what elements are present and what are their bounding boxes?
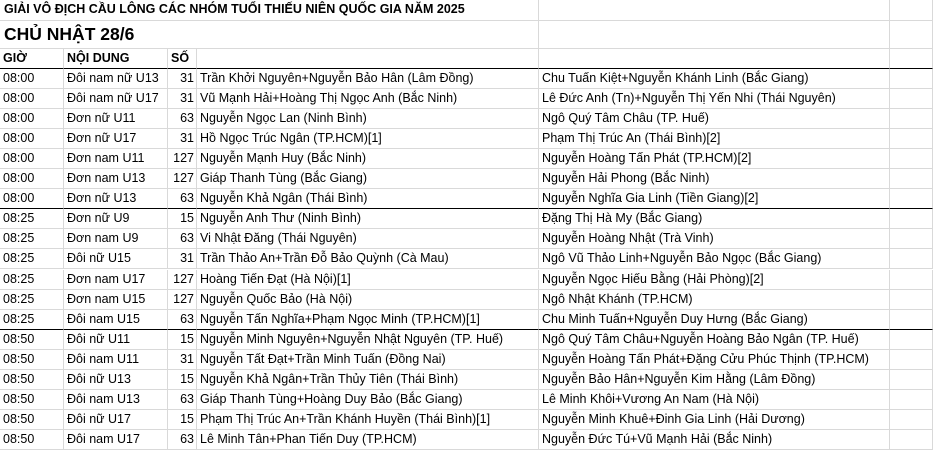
match-number[interactable]: 31 <box>168 249 197 269</box>
empty-cell[interactable] <box>890 109 933 129</box>
match-time[interactable]: 08:50 <box>0 390 64 410</box>
match-time[interactable]: 08:00 <box>0 89 64 109</box>
header-time[interactable]: GIỜ <box>0 49 64 69</box>
match-side-b[interactable]: Phạm Thị Trúc An (Thái Bình)[2] <box>539 129 890 149</box>
table-row <box>0 370 933 390</box>
match-time[interactable]: 08:00 <box>0 129 64 149</box>
match-number[interactable]: 63 <box>168 310 197 330</box>
match-event[interactable]: Đơn nữ U13 <box>64 189 168 209</box>
match-time[interactable]: 08:50 <box>0 410 64 430</box>
match-time[interactable]: 08:25 <box>0 229 64 249</box>
match-event[interactable]: Đơn nam U15 <box>64 290 168 310</box>
table-row <box>0 350 933 370</box>
empty-cell[interactable] <box>890 169 933 189</box>
table-row <box>0 330 933 350</box>
title-row <box>0 0 933 21</box>
match-side-b[interactable]: Nguyễn Hoàng Tấn Phát+Đặng Cửu Phúc Thịnh (TP.HCM) <box>539 350 890 370</box>
table-row <box>0 410 933 430</box>
match-time[interactable]: 08:00 <box>0 149 64 169</box>
match-side-b[interactable]: Nguyễn Minh Khuê+Đinh Gia Linh (Hải Dương) <box>539 410 890 430</box>
match-event[interactable]: Đôi nữ U15 <box>64 249 168 269</box>
match-event[interactable]: Đôi nam U17 <box>64 430 168 450</box>
header-number[interactable]: SỐ <box>168 49 197 69</box>
empty-cell[interactable] <box>890 270 933 290</box>
match-side-a[interactable]: Nguyễn Anh Thư (Ninh Bình) <box>197 209 539 229</box>
match-event[interactable]: Đơn nam U11 <box>64 149 168 169</box>
match-number[interactable]: 63 <box>168 229 197 249</box>
match-number[interactable]: 31 <box>168 350 197 370</box>
match-side-a[interactable]: Lê Minh Tân+Phan Tiến Duy (TP.HCM) <box>197 430 539 450</box>
match-side-a[interactable]: Nguyễn Khả Ngân (Thái Bình) <box>197 189 539 209</box>
match-side-b[interactable]: Nguyễn Nghĩa Gia Linh (Tiền Giang)[2] <box>539 189 890 209</box>
match-number[interactable]: 15 <box>168 330 197 350</box>
empty-cell[interactable] <box>890 209 933 229</box>
match-side-b[interactable]: Nguyễn Hải Phong (Bắc Ninh) <box>539 169 890 189</box>
table-row <box>0 390 933 410</box>
empty-cell[interactable] <box>890 290 933 310</box>
table-row <box>0 310 933 330</box>
match-side-b[interactable]: Nguyễn Ngọc Hiếu Bằng (Hải Phòng)[2] <box>539 270 890 290</box>
table-row <box>0 249 933 269</box>
header-row <box>0 49 933 69</box>
match-number[interactable]: 127 <box>168 290 197 310</box>
match-side-b[interactable]: Ngô Quý Tâm Châu (TP. Huế) <box>539 109 890 129</box>
empty-cell[interactable] <box>539 21 890 49</box>
match-side-a[interactable]: Hồ Ngọc Trúc Ngân (TP.HCM)[1] <box>197 129 539 149</box>
match-number[interactable]: 31 <box>168 129 197 149</box>
match-time[interactable]: 08:50 <box>0 330 64 350</box>
match-event[interactable]: Đôi nữ U11 <box>64 330 168 350</box>
match-event[interactable]: Đơn nữ U11 <box>64 109 168 129</box>
schedule-title[interactable]: GIẢI VÔ ĐỊCH CẦU LÔNG CÁC NHÓM TUỔI THIẾU NIÊN QUỐC GIA NĂM 2025 <box>0 0 539 21</box>
match-side-b[interactable]: Nguyễn Hoàng Nhật (Trà Vinh) <box>539 229 890 249</box>
match-event[interactable]: Đơn nữ U9 <box>64 209 168 229</box>
match-time[interactable]: 08:25 <box>0 310 64 330</box>
match-number[interactable]: 15 <box>168 410 197 430</box>
match-side-a[interactable]: Giáp Thanh Tùng+Hoàng Duy Bảo (Bắc Giang) <box>197 390 539 410</box>
table-row <box>0 149 933 169</box>
match-time[interactable]: 08:25 <box>0 270 64 290</box>
match-number[interactable]: 31 <box>168 69 197 89</box>
empty-cell[interactable] <box>890 370 933 390</box>
match-side-a[interactable]: Trần Khởi Nguyên+Nguyễn Bảo Hân (Lâm Đồng) <box>197 69 539 89</box>
empty-cell[interactable] <box>890 21 933 49</box>
empty-cell[interactable] <box>890 129 933 149</box>
empty-cell[interactable] <box>890 0 933 21</box>
empty-cell[interactable] <box>890 229 933 249</box>
schedule-date[interactable]: CHỦ NHẬT 28/6 <box>0 21 539 49</box>
match-time[interactable]: 08:00 <box>0 109 64 129</box>
match-time[interactable]: 08:25 <box>0 209 64 229</box>
match-time[interactable]: 08:25 <box>0 290 64 310</box>
match-side-b[interactable]: Ngô Nhật Khánh (TP.HCM) <box>539 290 890 310</box>
match-time[interactable]: 08:00 <box>0 169 64 189</box>
match-side-a[interactable]: Vi Nhật Đăng (Thái Nguyên) <box>197 229 539 249</box>
header-empty[interactable] <box>890 49 933 69</box>
empty-cell[interactable] <box>890 189 933 209</box>
empty-cell[interactable] <box>890 310 933 330</box>
table-row <box>0 430 933 450</box>
match-time[interactable]: 08:50 <box>0 430 64 450</box>
match-event[interactable]: Đôi nữ U17 <box>64 410 168 430</box>
match-number[interactable]: 127 <box>168 270 197 290</box>
table-row <box>0 209 933 229</box>
match-side-a[interactable]: Nguyễn Khả Ngân+Trần Thủy Tiên (Thái Bình) <box>197 370 539 390</box>
match-side-b[interactable]: Nguyễn Bảo Hân+Nguyễn Kim Hằng (Lâm Đồng) <box>539 370 890 390</box>
subtitle-row <box>0 21 933 49</box>
match-time[interactable]: 08:25 <box>0 249 64 269</box>
table-row <box>0 290 933 310</box>
table-row <box>0 189 933 209</box>
table-row <box>0 69 933 89</box>
match-side-b[interactable]: Ngô Vũ Thảo Linh+Nguyễn Bảo Ngọc (Bắc Giang) <box>539 249 890 269</box>
match-event[interactable]: Đơn nữ U17 <box>64 129 168 149</box>
match-side-b[interactable]: Lê Minh Khôi+Vương An Nam (Hà Nội) <box>539 390 890 410</box>
match-side-b[interactable]: Đặng Thị Hà My (Bắc Giang) <box>539 209 890 229</box>
match-event[interactable]: Đôi nam U11 <box>64 350 168 370</box>
table-row <box>0 89 933 109</box>
match-side-b[interactable]: Chu Tuấn Kiệt+Nguyễn Khánh Linh (Bắc Giang) <box>539 69 890 89</box>
empty-cell[interactable] <box>890 89 933 109</box>
match-event[interactable]: Đơn nam U9 <box>64 229 168 249</box>
empty-cell[interactable] <box>539 0 890 21</box>
match-side-a[interactable]: Nguyễn Tấn Nghĩa+Phạm Ngọc Minh (TP.HCM)[1] <box>197 310 539 330</box>
match-time[interactable]: 08:50 <box>0 370 64 390</box>
match-number[interactable]: 63 <box>168 189 197 209</box>
match-time[interactable]: 08:50 <box>0 350 64 370</box>
table-row <box>0 169 933 189</box>
match-side-a[interactable]: Nguyễn Ngọc Lan (Ninh Bình) <box>197 109 539 129</box>
empty-cell[interactable] <box>890 430 933 450</box>
table-row <box>0 270 933 290</box>
match-side-a[interactable]: Nguyễn Minh Nguyên+Nguyễn Nhật Nguyên (TP. Huế) <box>197 330 539 350</box>
match-event[interactable]: Đơn nam U17 <box>64 270 168 290</box>
header-event[interactable]: NỘI DUNG <box>64 49 168 69</box>
match-side-a[interactable]: Trần Thảo An+Trần Đỗ Bảo Quỳnh (Cà Mau) <box>197 249 539 269</box>
match-event[interactable]: Đôi nam nữ U17 <box>64 89 168 109</box>
match-number[interactable]: 63 <box>168 390 197 410</box>
empty-cell[interactable] <box>890 330 933 350</box>
empty-cell[interactable] <box>890 69 933 89</box>
header-empty[interactable] <box>539 49 890 69</box>
match-number[interactable]: 63 <box>168 430 197 450</box>
empty-cell[interactable] <box>890 249 933 269</box>
match-side-a[interactable]: Hoàng Tiến Đạt (Hà Nội)[1] <box>197 270 539 290</box>
match-number[interactable]: 31 <box>168 89 197 109</box>
match-number[interactable]: 127 <box>168 149 197 169</box>
table-row <box>0 229 933 249</box>
match-event[interactable]: Đơn nam U13 <box>64 169 168 189</box>
table-row <box>0 129 933 149</box>
table-row <box>0 109 933 129</box>
match-side-a[interactable]: Nguyễn Quốc Bảo (Hà Nội) <box>197 290 539 310</box>
match-side-b[interactable]: Nguyễn Hoàng Tấn Phát (TP.HCM)[2] <box>539 149 890 169</box>
match-side-a[interactable]: Phạm Thị Trúc An+Trần Khánh Huyền (Thái Bình)[1] <box>197 410 539 430</box>
match-time[interactable]: 08:00 <box>0 189 64 209</box>
match-event[interactable]: Đôi nam U15 <box>64 310 168 330</box>
match-number[interactable]: 15 <box>168 370 197 390</box>
match-side-a[interactable]: Nguyễn Tất Đạt+Trần Minh Tuấn (Đồng Nai) <box>197 350 539 370</box>
match-number[interactable]: 15 <box>168 209 197 229</box>
match-event[interactable]: Đôi nữ U13 <box>64 370 168 390</box>
empty-cell[interactable] <box>890 149 933 169</box>
match-event[interactable]: Đôi nam nữ U13 <box>64 69 168 89</box>
match-side-a[interactable]: Vũ Mạnh Hải+Hoàng Thị Ngọc Anh (Bắc Ninh) <box>197 89 539 109</box>
match-side-a[interactable]: Giáp Thanh Tùng (Bắc Giang) <box>197 169 539 189</box>
match-event[interactable]: Đôi nam U13 <box>64 390 168 410</box>
match-number[interactable]: 127 <box>168 169 197 189</box>
match-side-a[interactable]: Nguyễn Mạnh Huy (Bắc Ninh) <box>197 149 539 169</box>
empty-cell[interactable] <box>890 350 933 370</box>
match-time[interactable]: 08:00 <box>0 69 64 89</box>
match-side-b[interactable]: Lê Đức Anh (Tn)+Nguyễn Thị Yến Nhi (Thái Nguyên) <box>539 89 890 109</box>
empty-cell[interactable] <box>890 410 933 430</box>
match-side-b[interactable]: Chu Minh Tuấn+Nguyễn Duy Hưng (Bắc Giang) <box>539 310 890 330</box>
match-number[interactable]: 63 <box>168 109 197 129</box>
empty-cell[interactable] <box>890 390 933 410</box>
match-side-b[interactable]: Nguyễn Đức Tú+Vũ Mạnh Hải (Bắc Ninh) <box>539 430 890 450</box>
header-empty[interactable] <box>197 49 539 69</box>
match-side-b[interactable]: Ngô Quý Tâm Châu+Nguyễn Hoàng Bảo Ngân (TP. Huế) <box>539 330 890 350</box>
